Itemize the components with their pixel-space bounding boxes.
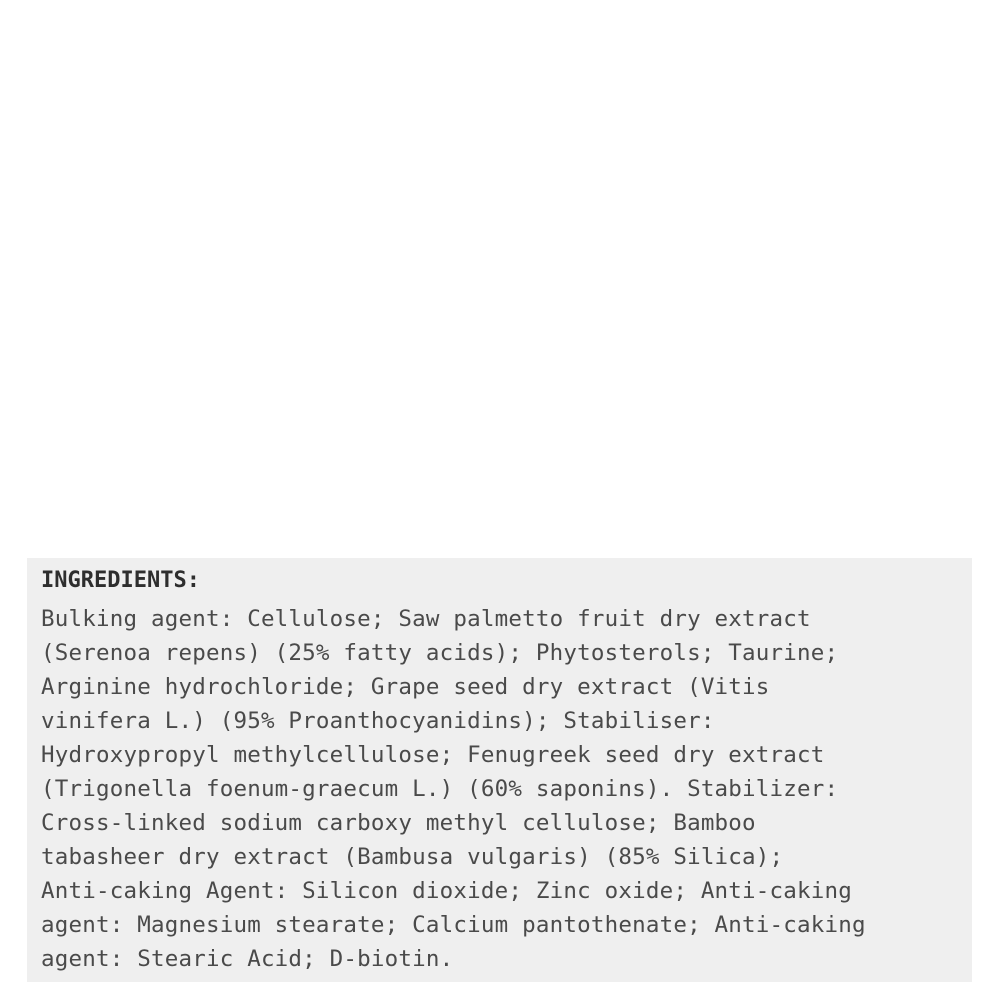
ingredients-line: Hydroxypropyl methylcellulose; Fenugreek seed dry extract <box>41 742 825 768</box>
ingredients-line: (Trigonella foenum-graecum L.) (60% saponins). Stabilizer: <box>41 776 839 802</box>
ingredients-line: tabasheer dry extract (Bambusa vulgaris) (85% Silica); <box>41 844 784 870</box>
ingredients-line: agent: Stearic Acid; D-biotin. <box>41 946 454 972</box>
ingredients-panel <box>27 558 972 982</box>
ingredients-line: vinifera L.) (95% Proanthocyanidins); Stabiliser: <box>41 708 715 734</box>
ingredients-line: (Serenoa repens) (25% fatty acids); Phytosterols; Taurine; <box>41 640 839 666</box>
ingredients-line: agent: Magnesium stearate; Calcium pantothenate; Anti-caking <box>41 912 866 938</box>
ingredients-line: Bulking agent: Cellulose; Saw palmetto fruit dry extract <box>41 606 811 632</box>
ingredients-line: Anti-caking Agent: Silicon dioxide; Zinc oxide; Anti-caking <box>41 878 853 904</box>
ingredients-text <box>41 602 972 976</box>
ingredients-line: Cross-linked sodium carboxy methyl cellulose; Bamboo <box>41 810 756 836</box>
ingredients-heading: INGREDIENTS: <box>41 568 200 593</box>
ingredients-line: Arginine hydrochloride; Grape seed dry extract (Vitis <box>41 674 770 700</box>
